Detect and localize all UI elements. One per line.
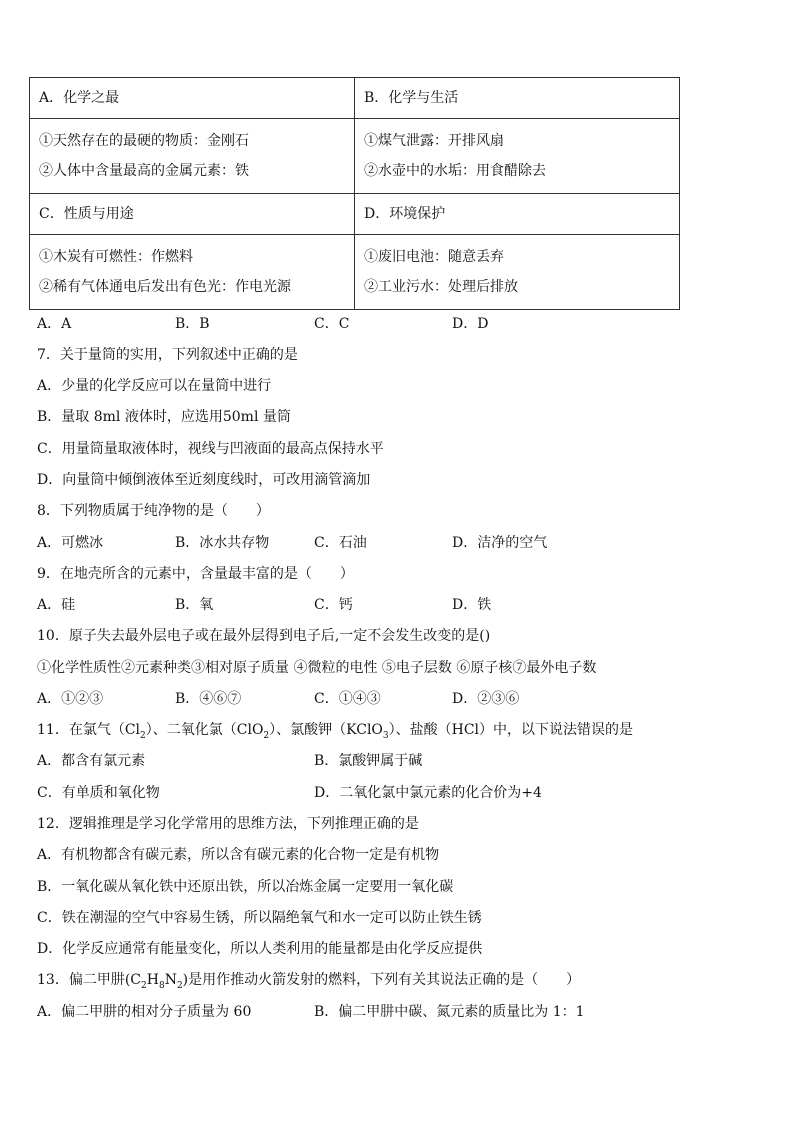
table-cell-d-title: D．环境保护 xyxy=(355,194,680,235)
table-cell-a-body xyxy=(30,119,355,194)
table-cell-c-body xyxy=(30,235,355,310)
q8-option-b: B．冰水共存物 xyxy=(175,535,270,551)
table-line: ②稀有气体通电后发出有色光：作电光源 xyxy=(39,279,291,295)
table-line: ①天然存在的最硬的物质：金刚石 xyxy=(39,133,249,149)
q6-option-c: C．C xyxy=(314,316,350,332)
q11-option-b: B．氯酸钾属于碱 xyxy=(314,753,423,769)
q13-option-b: B．偏二甲肼中碳、氮元素的质量比为 1：1 xyxy=(314,1004,585,1020)
q13-option-a: A．偏二甲肼的相对分子质量为 60 xyxy=(37,1004,252,1020)
q9-option-b: B．氧 xyxy=(175,597,214,613)
table-cell-b-body xyxy=(355,119,680,194)
q10-option-c: C．①④③ xyxy=(314,691,381,707)
q12-stem: 12．逻辑推理是学习化学常用的思维方法，下列推理正确的是 xyxy=(37,816,419,832)
table-cell-d-body xyxy=(355,235,680,310)
q12-option-a: A．有机物都含有碳元素，所以含有碳元素的化合物一定是有机物 xyxy=(37,847,440,863)
table-line: ①废旧电池：随意丢弃 xyxy=(364,249,504,265)
q11-option-d: D．二氧化氯中氯元素的化合价为+4 xyxy=(314,785,542,801)
q7-stem: 7．关于量筒的实用，下列叙述中正确的是 xyxy=(37,347,298,363)
q7-option-c: C．用量筒量取液体时，视线与凹液面的最高点保持水平 xyxy=(37,441,384,457)
q12-option-b: B．一氧化碳从氧化铁中还原出铁，所以冶炼金属一定要用一氧化碳 xyxy=(37,879,454,895)
q11-option-a: A．都含有氯元素 xyxy=(37,753,146,769)
table-line: ①木炭有可燃性：作燃料 xyxy=(39,249,193,265)
q10-items: ①化学性质性②元素种类③相对原子质量 ④微粒的电性 ⑤电子层数 ⑥原子核⑦最外电子数 xyxy=(37,660,597,676)
q13-stem: 13．偏二甲肼$(C_2H_8N_2)$是用作推动火箭发射的燃料，下列有关其说法正确的是（ ） xyxy=(37,972,581,991)
table-cell-a-title: A．化学之最 xyxy=(30,78,355,119)
q7-option-d: D．向量筒中倾倒液体至近刻度线时，可改用滴管滴加 xyxy=(37,472,371,488)
q6-option-d: D．D xyxy=(452,316,489,332)
q10-option-b: B．④⑥⑦ xyxy=(175,691,242,707)
table-line: ②水壶中的水垢：用食醋除去 xyxy=(364,163,546,179)
q10-option-a: A．①②③ xyxy=(37,691,104,707)
q12-option-c: C．铁在潮湿的空气中容易生锈，所以隔绝氧气和水一定可以防止铁生锈 xyxy=(37,910,482,926)
q8-option-d: D．洁净的空气 xyxy=(452,535,548,551)
table-cell-b-title: B．化学与生活 xyxy=(355,78,680,119)
table-line: ②人体中含量最高的金属元素：铁 xyxy=(39,163,249,179)
q7-option-b: B．量取 8ml 液体时，应选用50ml 量筒 xyxy=(37,409,291,425)
table-cell-c-title: C．性质与用途 xyxy=(30,194,355,235)
q7-option-a: A．少量的化学反应可以在量筒中进行 xyxy=(37,378,272,394)
q10-option-d: D．②③⑥ xyxy=(452,691,520,707)
q6-option-a: A．A xyxy=(37,316,72,332)
q8-option-a: A．可燃冰 xyxy=(37,535,104,551)
q11-option-c: C．有单质和氧化物 xyxy=(37,785,160,801)
q10-stem: 10．原子失去最外层电子或在最外层得到电子后,一定不会发生改变的是() xyxy=(37,628,491,644)
q11-stem: 11．在氯气$(Cl_2)$、二氧化氯（ClO$_2$）、氯酸钾（KClO$_3$）、盐酸（HCl）中，以下说法错误的是 xyxy=(37,722,634,741)
q6-option-b: B．B xyxy=(175,316,210,332)
q8-stem: 8．下列物质属于纯净物的是（ ） xyxy=(37,503,270,519)
q9-option-d: D．铁 xyxy=(452,597,492,613)
table-line: ①煤气泄露：开排风扇 xyxy=(364,133,504,149)
q9-stem: 9．在地壳所含的元素中，含量最丰富的是（ ） xyxy=(37,566,354,582)
table-line: ②工业污水：处理后排放 xyxy=(364,279,518,295)
q12-option-d: D．化学反应通常有能量变化，所以人类利用的能量都是由化学反应提供 xyxy=(37,941,483,957)
q9-option-c: C．钙 xyxy=(314,597,353,613)
q9-option-a: A．硅 xyxy=(37,597,76,613)
q8-option-c: C．石油 xyxy=(314,535,367,551)
knowledge-table xyxy=(29,77,680,310)
